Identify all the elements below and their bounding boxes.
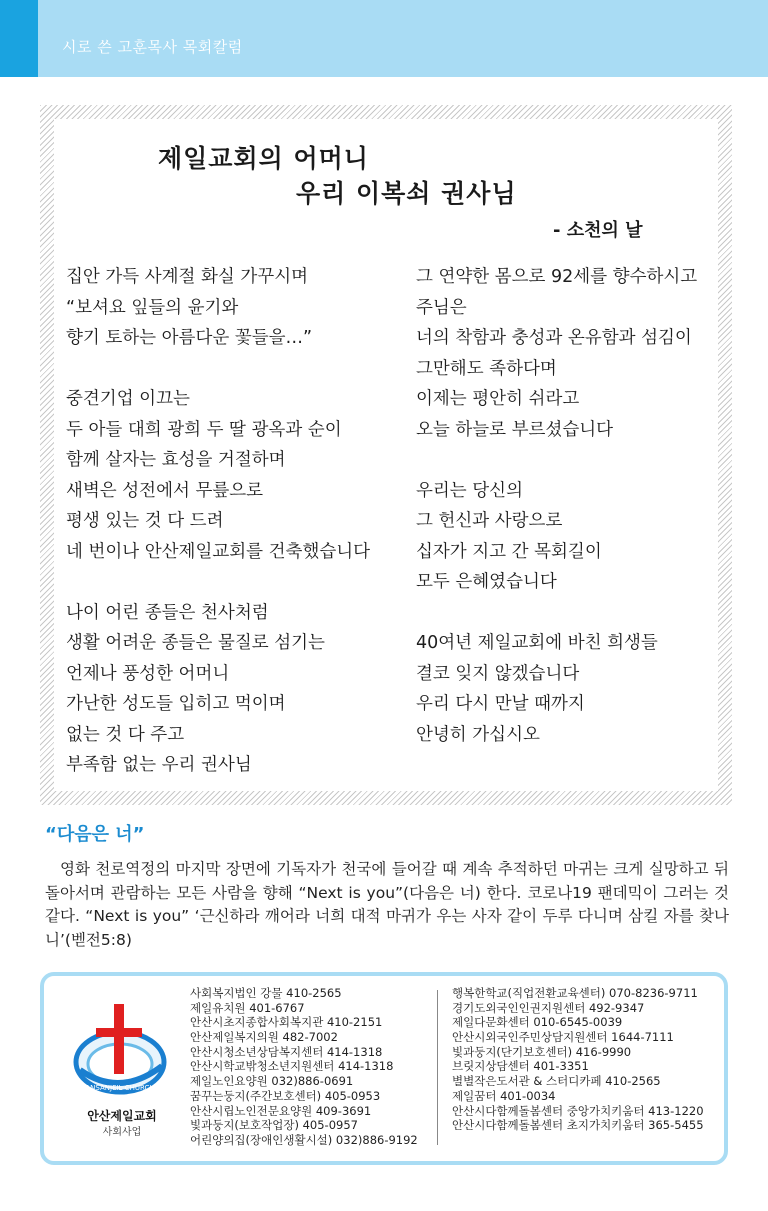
poem-line: 우리는 당신의 [416,480,523,501]
directory-entry: 사회복지법인 강물 410-2565 [190,986,342,1000]
poem-line [416,445,716,476]
poem-line: 이제는 평안히 쉬라고 [416,389,580,409]
poem-line [66,567,406,598]
directory-entry: 제일꿈터 401-0034 [452,1088,556,1103]
directory-entry: 안산시립노인전문요양원 409-3691 [190,1103,372,1118]
directory-entry: 빛과둥지(보호작업장) 405-0957 [190,1118,358,1133]
poem-line: 향기 토하는 아름다운 꽃들을…” [66,328,313,348]
poem-line: 언제나 풍성한 어머니 [66,663,230,684]
directory-entry: 안산시다함께돌봄센터 초지가치키움터 365-5455 [452,1118,704,1133]
poem-line [66,354,406,385]
poem-line: 오늘 하늘로 부르셨습니다 [416,419,614,440]
poem-line: 우리 다시 만날 때까지 [416,694,585,714]
poem-line: 가난한 성도들 입히고 먹이며 [66,694,286,714]
directory-entry: 브릿지상담센터 401-3351 [452,1059,589,1074]
poem-line: 부족함 없는 우리 권사님 [66,755,252,775]
directory-entry: 어린양의집(장애인생활시설) 032)886-9192 [190,1132,418,1147]
poem-line: 집안 가득 사계절 화실 가꾸시며 [66,267,309,287]
section-body: 영화 천로역정의 마지막 장면에 기독자가 천국에 들어갈 때 계속 추적하던 마귀는 크게 실망하고 뒤돌아서며 관람하는 모든 사람을 향해 “Next is you”(다음은 너) 한다. 코로나19 팬데믹이 그러는 것 같다. “Next is you” ‘근신하라 깨어라 너희 대적 마귀가 우는 사자 같이 두루 다니며 삼킬 자를 찾나니’(벧전5:8) [45,860,729,949]
poem-line: 함께 살자는 효성을 거절하며 [66,450,286,470]
column-header [0,0,768,77]
directory-entry: 안산시청소년상담복지센터 414-1318 [190,1044,383,1059]
poem-line: 너의 착함과 충성과 온유함과 섬김이 [416,328,692,348]
directory-left-list [190,986,430,1148]
directory-entry: 제일유치원 401-6767 [190,1000,305,1015]
poem-line: 모두 은혜였습니다 [416,572,557,592]
poem-line: 그 연약한 몸으로 92세를 향수하시고 [416,267,698,287]
poem-line: 결코 잊지 않겠습니다 [416,663,580,684]
poem-title-line1: 제일교회의 어머니 [158,144,369,173]
poem-line: 주님은 [416,297,467,318]
poem-line: 나이 어린 종들은 천사처럼 [66,602,269,623]
poem-line: “보셔요 잎들의 윤기와 [66,297,239,318]
directory-entry: 꿈꾸는둥지(주간보호센터) 405-0953 [190,1088,381,1103]
directory-entry: 안산시다함께돌봄센터 중앙가치키움터 413-1220 [452,1103,704,1118]
org-subtitle: 사회사업 [102,1127,142,1138]
directory-entry: 경기도외국인인권지원센터 492-9347 [452,1000,645,1015]
poem-line: 두 아들 대희 광희 두 딸 광옥과 순이 [66,419,342,440]
directory-entry: 안산시학교밖청소년지원센터 414-1318 [190,1059,394,1074]
org-name: 안산제일교회 [87,1109,157,1123]
directory-entry: 안산시외국인주민상담지원센터 1644-7111 [452,1030,674,1045]
church-logo [70,1000,170,1104]
poem-line [416,598,716,629]
directory-entry: 별별작은도서관 & 스터디카페 410-2565 [452,1074,661,1089]
poem-line: 중견기업 이끄는 [66,389,190,409]
directory-right-list [452,986,722,1133]
poem-line: 그만해도 족하다며 [416,358,557,379]
directory-entry: 안산제일복지의원 482-7002 [190,1030,338,1045]
directory-entry: 제일다문화센터 010-6545-0039 [452,1015,623,1030]
directory-divider [437,990,438,1145]
poem-line: 생활 어려운 종들은 물질로 섬기는 [66,633,325,653]
directory-entry: 제일노인요양원 032)886-0691 [190,1074,354,1089]
poem-line: 새벽은 성전에서 무릎으로 [66,480,264,501]
section-title: “다음은 너” [45,824,145,845]
poem-line: 평생 있는 것 다 드려 [66,511,224,531]
logo-ring-text: ANSANJEIL CHURCH [85,1084,155,1092]
directory-entry: 안산시초지종합사회복지관 410-2151 [190,1015,383,1030]
poem-title-line2: 우리 이복쇠 권사님 [296,179,517,208]
column-title: 시로 쓴 고훈목사 목회칼럼 [62,38,243,56]
directory-entry: 행복한학교(직업전환교육센터) 070-8236-9711 [452,986,698,1000]
poem-subtitle: - 소천의 날 [553,220,643,241]
poem-line: 안녕히 가십시오 [416,724,540,745]
poem-right-column [416,262,716,750]
poem-line: 40여년 제일교회에 바친 희생들 [416,633,658,653]
poem-left-column [66,262,406,781]
header-accent-bar [0,0,38,77]
poem-line: 십자가 지고 간 목회길이 [416,541,602,562]
poem-line: 그 헌신과 사랑으로 [416,511,563,531]
poem-line: 네 번이나 안산제일교회를 건축했습니다 [66,541,371,562]
poem-line: 없는 것 다 주고 [66,724,185,745]
directory-entry: 빛과둥지(단기보호센터) 416-9990 [452,1044,632,1059]
